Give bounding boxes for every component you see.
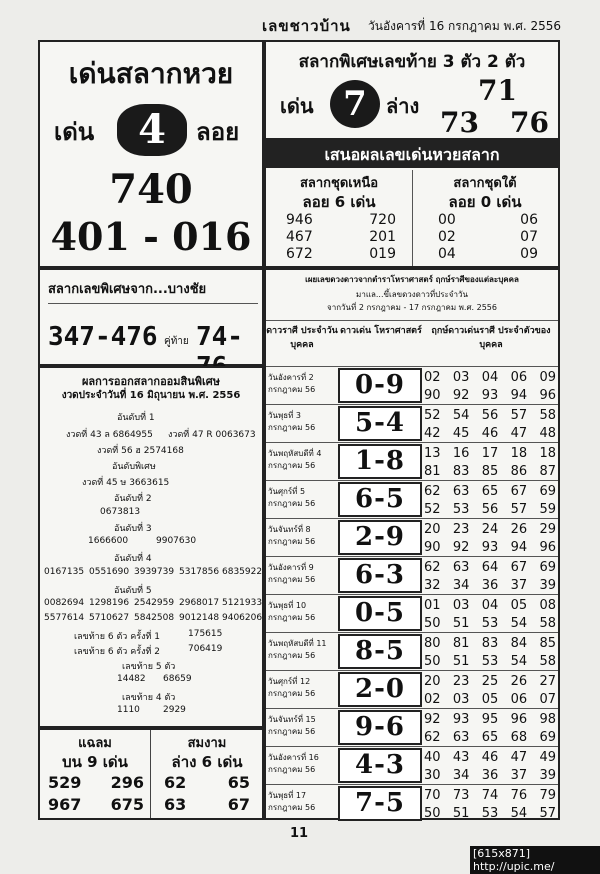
north-rows: 946 720 467 201 672 019 — [286, 212, 396, 262]
star-row-pair: 5-4 — [338, 406, 422, 441]
result-line: อันดับที่ 1 — [117, 413, 155, 423]
star-row-numbers: 13 16 17 18 18 81 83 85 86 87 — [424, 446, 556, 479]
results-date: งวดประจำวันที่ 16 มิถุนายน พ.ศ. 2556 — [61, 390, 241, 401]
result-line: 6835922 — [222, 567, 263, 577]
star-row-numbers: 01 03 04 05 08 50 51 53 54 58 — [424, 598, 556, 631]
result-line: งวดที่ 45 ษ 3663615 — [82, 478, 170, 488]
star-row-pair: 4-3 — [338, 748, 422, 783]
special-lang-label: ล่าง — [386, 94, 420, 118]
star-row-pair: 8-5 — [338, 634, 422, 669]
result-line: อันดับพิเศษ — [112, 462, 156, 472]
star-row-numbers: 20 23 24 26 29 90 92 93 94 96 — [424, 522, 556, 555]
result-line: อันดับที่ 2 — [114, 494, 152, 504]
special-den-label: เด่น — [280, 94, 314, 118]
result-line: งวดที่ 43 ล 6864955 — [66, 430, 153, 440]
star-row — [266, 366, 558, 404]
sum-left-sub: บน 9 เด่น — [62, 753, 128, 771]
hero-den-label: เด่น — [54, 118, 95, 146]
sum-panel — [38, 728, 264, 820]
sum-left-title: แฉลม — [78, 736, 112, 751]
star-row-numbers: 80 81 83 84 85 50 51 53 54 58 — [424, 636, 556, 669]
star-row — [266, 480, 558, 518]
result-line: 5710627 — [89, 613, 130, 623]
bangchai-main: 347-476 — [48, 322, 158, 352]
stars-sub1: มาแล...ขึ้เลขดวงดาวที่ประจำวัน — [356, 290, 468, 299]
special-den-digit: 7 — [330, 80, 380, 128]
star-row-day: วันพุธที่ 3 กรกฎาคม 56 — [268, 411, 316, 432]
stars-col2-header: ดาวเด่น โหราศาสตร์ — [338, 320, 424, 338]
star-row-pair: 0-9 — [338, 368, 422, 403]
sum-left-rows: 529 296 967 675 — [48, 773, 144, 814]
special-title: สลากพิเศษเลขท้าย 3 ตัว 2 ตัว — [298, 52, 526, 72]
star-row-day: วันศุกร์ที่ 5 กรกฎาคม 56 — [268, 487, 316, 508]
hero-den-digit: 4 — [117, 104, 187, 156]
result-line: อันดับที่ 3 — [114, 524, 152, 534]
star-row — [266, 518, 558, 556]
result-line: 0551690 — [89, 567, 130, 577]
star-row-pair: 1-8 — [338, 444, 422, 479]
stars-sub2: จากวันที่ 2 กรกฎาคม - 17 กรกฎาคม พ.ศ. 2556 — [327, 303, 497, 312]
star-row-numbers: 92 93 95 96 98 62 63 65 68 69 — [424, 712, 556, 745]
result-line: 9907630 — [156, 536, 197, 546]
star-row — [266, 594, 558, 632]
star-row-pair: 7-5 — [338, 786, 422, 821]
result-line: 9012148 — [179, 613, 220, 623]
result-line: 14482 — [117, 674, 146, 684]
result-line: 2929 — [163, 705, 186, 715]
special-num-71: 71 — [478, 74, 517, 107]
image-credit: [615x871] http://upic.me/ — [470, 846, 600, 874]
result-line: 0167135 — [44, 567, 85, 577]
result-line: เลขท้าย 4 ตัว — [122, 693, 176, 703]
hero-loi-label: ลอย — [196, 118, 240, 146]
star-row — [266, 670, 558, 708]
hero-panel — [38, 40, 264, 268]
star-row-pair: 9-6 — [338, 710, 422, 745]
stars-title: เผยเลขดวงดาวจากตำราโหราศาสตร์ ฤกษ์ราศีของแต่ละบุคคล — [305, 275, 519, 284]
result-line: 9406206 — [222, 613, 263, 623]
special-num-73: 73 — [440, 106, 479, 139]
page-number: 11 — [290, 826, 309, 841]
star-row-pair: 2-0 — [338, 672, 422, 707]
star-row-day: วันอังคารที่ 9 กรกฎาคม 56 — [268, 563, 316, 584]
result-line: อันดับที่ 5 — [114, 586, 152, 596]
star-row-pair: 2-9 — [338, 520, 422, 555]
result-line: 0082694 — [44, 598, 85, 608]
sum-divider — [150, 730, 151, 818]
north-title: สลากชุดเหนือ — [299, 176, 379, 191]
result-line: 2542959 — [134, 598, 175, 608]
hero-pair: 401 - 016 — [50, 214, 252, 259]
hero-title: เด่นสลากหวย — [68, 57, 234, 90]
result-line: 5317856 — [179, 567, 220, 577]
star-row — [266, 746, 558, 784]
result-line: เลขท้าย 6 ตัว ครั้งที่ 1 — [74, 632, 160, 642]
sum-right-sub: ล่าง 6 เด่น — [171, 753, 243, 771]
result-line: 3939739 — [134, 567, 175, 577]
result-line: เลขท้าย 6 ตัว ครั้งที่ 2 — [74, 647, 160, 657]
star-row-numbers: 62 63 65 67 69 52 53 56 57 59 — [424, 484, 556, 517]
results-title: ผลการออกสลากออมสินพิเศษ — [81, 375, 221, 388]
stars-col1-header: ดาวราศี ประจำวันบุคคล — [266, 320, 338, 352]
result-line: 68659 — [163, 674, 192, 684]
result-line: อันดับที่ 4 — [114, 554, 152, 564]
issue-date: วันอังคารที่ 16 กรกฎาคม พ.ศ. 2556 — [368, 19, 562, 33]
bangchai-tail: 74- — [196, 322, 243, 352]
south-sub: ลอย 0 เด่น — [448, 193, 522, 211]
sum-right-rows: 62 65 63 67 — [164, 773, 250, 814]
special-num-76: 76 — [510, 106, 549, 139]
star-row — [266, 404, 558, 442]
star-row-day: วันพุธที่ 17 กรกฎาคม 56 — [268, 791, 316, 812]
star-row-day: วันพุธที่ 10 กรกฎาคม 56 — [268, 601, 316, 622]
result-line: 1666600 — [88, 536, 129, 546]
star-row-numbers: 62 63 64 67 69 32 34 36 37 39 — [424, 560, 556, 593]
star-row-pair: 0-5 — [338, 596, 422, 631]
result-line: เลขท้าย 5 ตัว — [122, 662, 176, 672]
star-row — [266, 784, 558, 822]
masthead-title: เลขชาวบ้าน — [262, 17, 351, 35]
result-line: 5577614 — [44, 613, 85, 623]
result-line: งวดที่ 47 R 0063673 — [168, 430, 256, 440]
star-row — [266, 442, 558, 480]
star-row-pair: 6-3 — [338, 558, 422, 593]
sum-right-title: สมงาม — [187, 736, 227, 751]
star-row-numbers: 02 03 04 06 09 90 92 93 94 96 — [424, 370, 556, 403]
star-row-day: วันจันทร์ที่ 15 กรกฎาคม 56 — [268, 715, 316, 736]
special-panel — [264, 40, 560, 140]
suggest-title: เสนอผลเลขเด่นหวยสลาก — [266, 142, 558, 168]
result-line: 175615 — [188, 629, 223, 639]
star-row-day: วันศุกร์ที่ 12 กรกฎาคม 56 — [268, 677, 316, 698]
star-row — [266, 708, 558, 746]
star-row-numbers: 20 23 25 26 27 02 03 05 06 07 — [424, 674, 556, 707]
result-line: 0673813 — [100, 507, 141, 517]
result-line: งวดที่ 56 ฮ 2574168 — [97, 446, 184, 456]
star-row-numbers: 70 73 74 76 79 50 51 53 54 57 — [424, 788, 556, 821]
bangchai-panel — [38, 268, 264, 366]
star-row-day: วันพฤหัสบดีที่ 4 กรกฎาคม 56 — [268, 449, 322, 470]
star-row-pair: 6-5 — [338, 482, 422, 517]
result-line: 1110 — [117, 705, 140, 715]
star-row-numbers: 52 54 56 57 58 42 45 46 47 48 — [424, 408, 556, 441]
hero-three-digit: 740 — [109, 166, 193, 213]
result-line: 2968017 — [179, 598, 220, 608]
south-rows: 00 06 02 07 04 09 — [438, 212, 538, 262]
star-row — [266, 556, 558, 594]
bangchai-title: สลากเลขพิเศษจาก...บางชัย — [48, 278, 258, 304]
star-row-day: วันอังคารที่ 16 กรกฎาคม 56 — [268, 753, 319, 774]
suggest-panel — [264, 140, 560, 268]
south-title: สลากชุดใต้ — [453, 176, 517, 191]
bangchai-mid-label: คู่ท้าย — [164, 336, 189, 347]
result-line: 5121933 — [222, 598, 263, 608]
north-sub: ลอย 6 เด่น — [302, 193, 376, 211]
result-line: 706419 — [188, 644, 223, 654]
star-row-day: วันจันทร์ที่ 8 กรกฎาคม 56 — [268, 525, 316, 546]
result-line: 1298196 — [89, 598, 130, 608]
star-row — [266, 632, 558, 670]
star-row-day: วันพฤหัสบดีที่ 11 กรกฎาคม 56 — [268, 639, 327, 660]
stars-col3-header: ฤกษ์ดาวเด่นราศี ประจำตัวของบุคคล — [424, 320, 558, 352]
result-line: 5842508 — [134, 613, 175, 623]
star-row-day: วันอังคารที่ 2 กรกฎาคม 56 — [268, 373, 316, 394]
star-row-numbers: 40 43 46 47 49 30 34 36 37 39 — [424, 750, 556, 783]
